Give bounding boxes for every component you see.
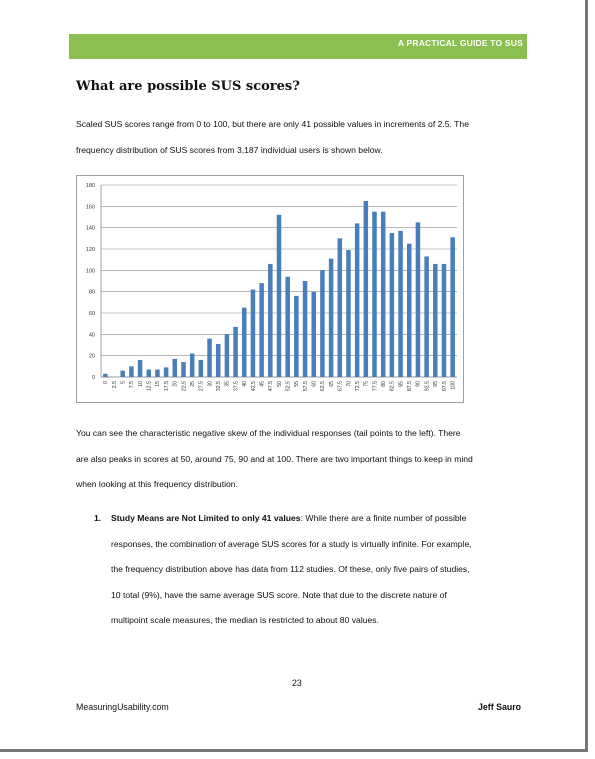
x-tick-label: 70 — [346, 381, 353, 387]
chart-frame — [76, 175, 464, 403]
y-tick-label: 120 — [85, 247, 95, 253]
x-tick-label: 10 — [137, 381, 144, 387]
x-tick-label: 90 — [415, 381, 422, 387]
x-tick-label: 12.5 — [146, 381, 153, 392]
bar — [233, 327, 238, 377]
y-tick-label: 80 — [88, 289, 95, 296]
bar — [155, 370, 160, 377]
bar — [285, 277, 290, 377]
x-tick-label: 0 — [103, 381, 110, 384]
bar — [338, 238, 343, 377]
x-tick-label: 17.5 — [163, 381, 170, 392]
x-tick-label: 57.5 — [302, 381, 309, 392]
x-tick-label: 87.5 — [407, 381, 414, 392]
x-tick-label: 85 — [398, 381, 405, 387]
bar — [242, 308, 247, 377]
x-tick-label: 42.5 — [250, 381, 257, 392]
list-item-title: Study Means are Not Limited to only 41 values — [111, 513, 301, 523]
x-tick-label: 52.5 — [285, 381, 292, 392]
x-tick-label: 55 — [294, 381, 301, 387]
list-line-5: multipoint scale measures, the median is restricted to about 80 values. — [111, 615, 379, 625]
x-tick-label: 65 — [328, 381, 335, 387]
page-number: 23 — [292, 678, 302, 688]
bar — [364, 201, 369, 377]
bar — [146, 370, 151, 377]
bar — [207, 339, 212, 377]
x-tick-label: 20 — [172, 381, 179, 387]
x-tick-label: 47.5 — [268, 381, 275, 392]
x-tick-label: 95 — [433, 381, 440, 387]
bar — [303, 281, 308, 377]
list-line-1 — [111, 513, 466, 523]
bar — [173, 359, 178, 377]
bar — [450, 237, 455, 377]
y-tick-label: 180 — [85, 183, 95, 189]
x-tick-label: 25 — [189, 381, 196, 387]
x-tick-label: 5 — [120, 381, 127, 384]
x-tick-label: 80 — [380, 381, 387, 387]
bar — [129, 366, 134, 377]
list-line-2: responses, the combination of average SUS scores for a study is virtually infinite. For example, — [111, 539, 472, 549]
bar — [181, 362, 186, 377]
x-tick-label: 2.5 — [111, 381, 118, 389]
intro-line-1: Scaled SUS scores range from 0 to 100, but there are only 41 possible values in increments of 2.5. The — [76, 119, 469, 129]
x-tick-label: 27.5 — [198, 381, 205, 392]
list-line-4: 10 total (9%), have the same average SUS score. Note that due to the discrete nature of — [111, 590, 447, 600]
footer-author: Jeff Sauro — [478, 702, 522, 712]
y-tick-label: 20 — [88, 353, 95, 360]
bar — [424, 256, 429, 377]
footer-site: MeasuringUsability.com — [76, 702, 169, 712]
body-line-3: when looking at this frequency distribution. — [76, 479, 238, 489]
x-tick-label: 7.5 — [129, 381, 136, 389]
bar — [416, 222, 421, 377]
y-tick-label: 40 — [88, 332, 95, 339]
x-tick-label: 45 — [259, 381, 266, 387]
intro-line-2: frequency distribution of SUS scores from 3,187 individual users is shown below. — [76, 145, 383, 155]
body-line-1: You can see the characteristic negative skew of the individual responses (tail points to the left). There — [76, 428, 461, 438]
y-tick-label: 100 — [85, 268, 95, 275]
bar — [199, 360, 204, 377]
x-tick-label: 77.5 — [372, 381, 379, 392]
bar — [251, 290, 256, 377]
bar — [433, 264, 438, 377]
bar — [138, 360, 143, 377]
section-heading: What are possible SUS scores? — [76, 79, 300, 94]
bar — [294, 296, 299, 377]
bar — [164, 367, 169, 377]
y-tick-label: 140 — [85, 225, 95, 232]
y-tick-label: 0 — [91, 375, 95, 381]
body-line-2: are also peaks in scores at 50, around 75, 90 and at 100. There are two important things to keep in mind — [76, 454, 473, 464]
bar — [103, 374, 108, 377]
x-tick-label: 75 — [363, 381, 370, 387]
x-tick-label: 62.5 — [320, 381, 327, 392]
bar — [311, 292, 316, 377]
x-tick-label: 60 — [311, 381, 318, 387]
bar — [407, 244, 412, 377]
x-tick-label: 100 — [450, 381, 457, 390]
list-number: 1. — [94, 513, 102, 523]
bar — [225, 334, 230, 377]
x-tick-label: 37.5 — [233, 381, 240, 392]
bar — [190, 354, 195, 377]
header-title: A PRACTICAL GUIDE TO SUS — [397, 38, 523, 48]
y-tick-label: 160 — [85, 204, 95, 211]
frequency-bar-chart — [77, 176, 463, 402]
bar — [320, 270, 325, 377]
x-tick-label: 50 — [276, 381, 283, 387]
x-tick-label: 15 — [155, 381, 162, 387]
x-tick-label: 97.5 — [441, 381, 448, 392]
bar — [390, 233, 395, 377]
x-tick-label: 72.5 — [354, 381, 361, 392]
bar — [268, 264, 273, 377]
bar — [372, 212, 377, 377]
x-tick-label: 30 — [207, 381, 214, 387]
x-tick-label: 82.5 — [389, 381, 396, 392]
bar — [329, 259, 334, 377]
bar — [259, 283, 264, 377]
x-tick-label: 67.5 — [337, 381, 344, 392]
bar — [381, 212, 386, 377]
bar — [346, 250, 351, 377]
bar — [216, 344, 221, 377]
list-line-1-rest: : While there are a finite number of possible — [300, 513, 467, 523]
bar — [442, 264, 447, 377]
bar — [398, 231, 403, 377]
list-line-3: the frequency distribution above has data from 112 studies. Of these, only five pairs of studies, — [111, 564, 470, 574]
bar — [120, 371, 125, 377]
y-tick-label: 60 — [88, 311, 95, 317]
x-tick-label: 22.5 — [181, 381, 188, 392]
x-tick-label: 92.5 — [424, 381, 431, 392]
bar — [355, 223, 360, 377]
bar — [277, 215, 282, 377]
x-tick-label: 32.5 — [216, 381, 223, 392]
x-tick-label: 35 — [224, 381, 231, 387]
x-tick-label: 40 — [242, 381, 249, 387]
